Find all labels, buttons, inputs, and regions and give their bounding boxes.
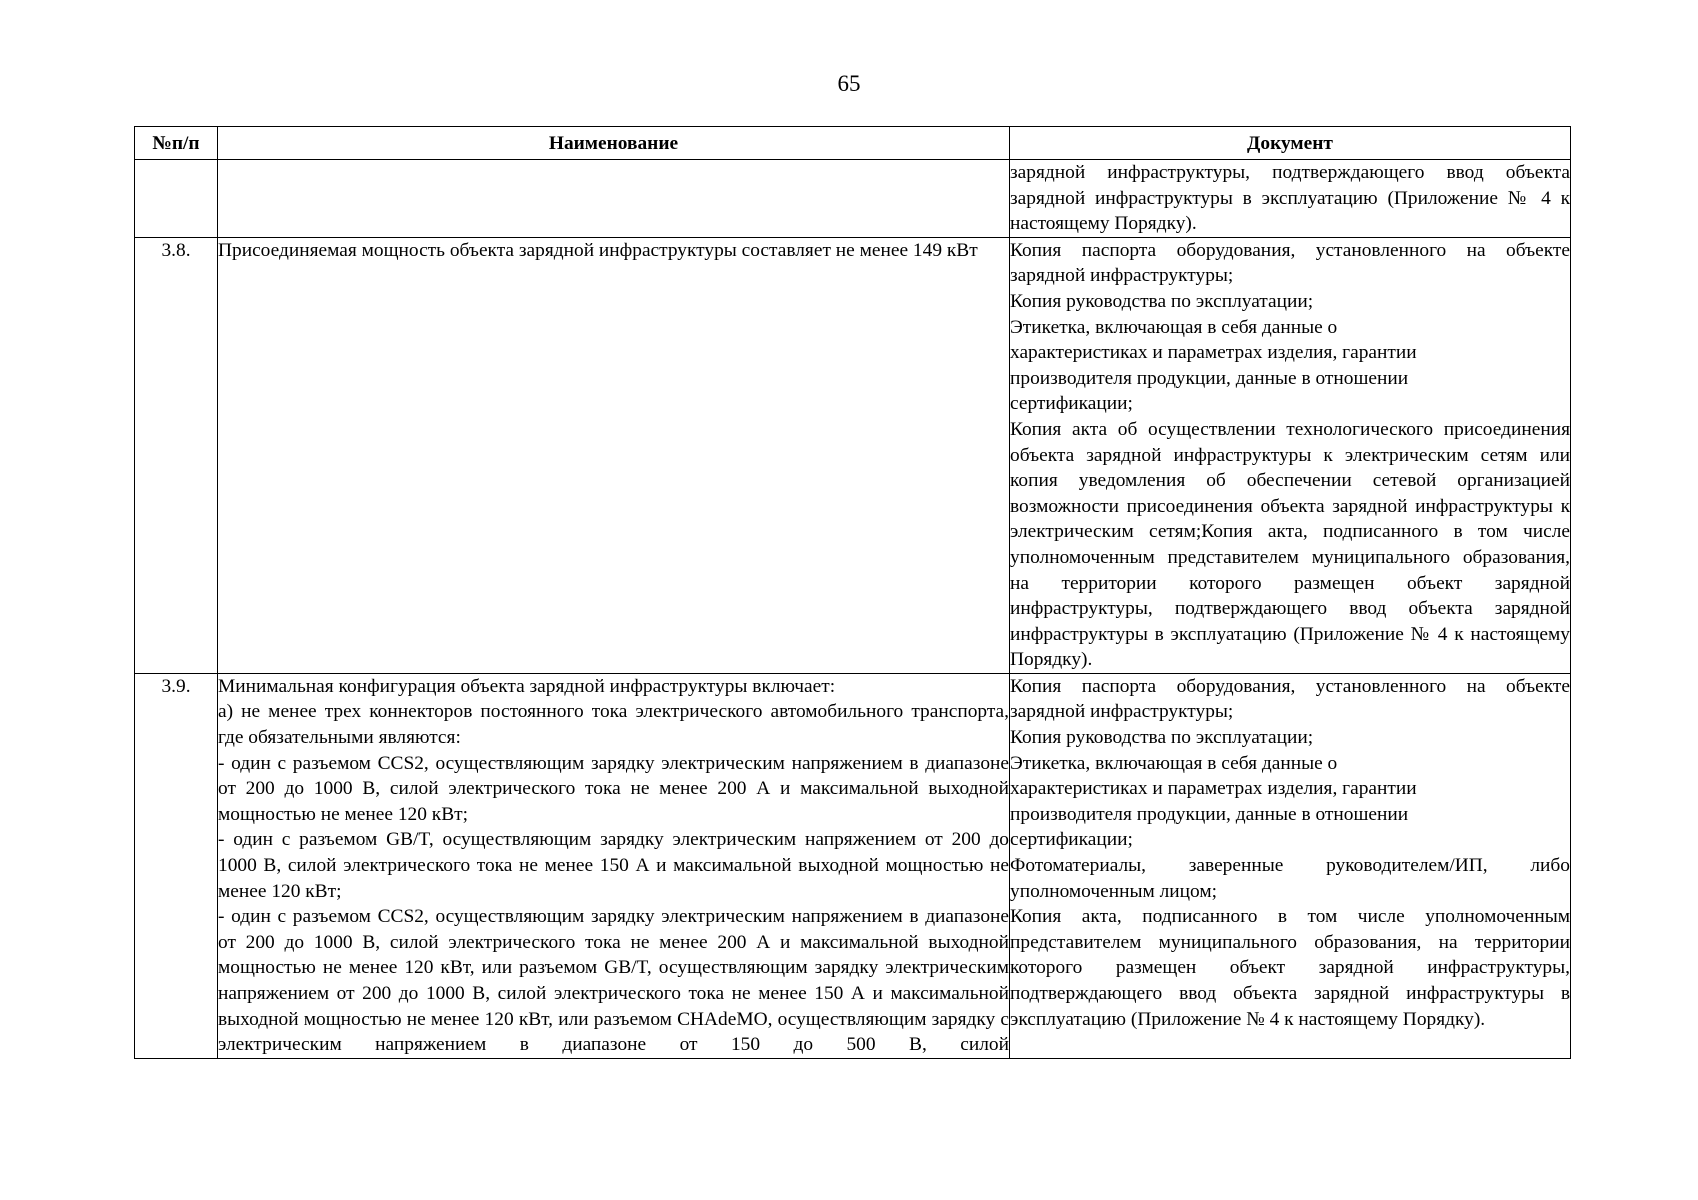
document-paragraph: Копия акта об осуществлении технологического присоединения объекта зарядной инфраструктуры к электрическим сетям или копия уведомления об обеспечении сетевой организацией возможности присоединения объекта зарядной инфраструктуры к электрическим сетям;Копия акта, подписанного в том числе уполномоченным представителем муниципального образования, на территории которого размещен объект зарядной инфраструктуры, подтверждающего ввод объекта зарядной инфраструктуры в эксплуатацию (Приложение № 4 к настоящему Порядку). <box>1010 418 1570 671</box>
document-paragraph: сертификации; <box>1010 393 1133 415</box>
document-paragraph: Этикетка, включающая в себя данные о <box>1010 316 1338 338</box>
document-table <box>134 126 1571 1059</box>
row-name <box>218 673 1010 1058</box>
row-document <box>1010 673 1571 1058</box>
row-name <box>218 237 1010 673</box>
document-paragraph: Копия руководства по эксплуатации; <box>1010 727 1314 749</box>
document-paragraph: характеристиках и параметрах изделия, гарантии <box>1010 778 1417 800</box>
table-row <box>135 160 1571 238</box>
row-number <box>135 160 218 238</box>
document-paragraph: Копия акта, подписанного в том числе уполномоченным представителем муниципального образования, на территории которого размещен объект зарядной инфраструктуры, подтверждающего ввод объекта зарядной инфраструктуры в эксплуатацию (Приложение № 4 к настоящему Порядку). <box>1010 906 1570 1030</box>
row-document <box>1010 160 1571 238</box>
header-number: №п/п <box>135 127 218 160</box>
table-header-row <box>135 127 1571 160</box>
name-paragraph: а) не менее трех коннекторов постоянного тока электрического автомобильного транспорта, где обязательными являются: <box>218 701 1009 749</box>
document-paragraph: Копия руководства по эксплуатации; <box>1010 290 1314 312</box>
table-row <box>135 673 1571 1058</box>
document-paragraph: характеристиках и параметрах изделия, гарантии <box>1010 342 1417 364</box>
header-name: Наименование <box>218 127 1010 160</box>
name-paragraph: - один с разъемом CCS2, осуществляющим зарядку электрическим напряжением в диапазоне от 200 до 1000 В, силой электрического тока не менее 200 А и максимальной выходной мощностью не менее 120 кВт; <box>218 752 1009 825</box>
page-number: 65 <box>837 71 861 96</box>
document-paragraph: Этикетка, включающая в себя данные о <box>1010 752 1338 774</box>
header-document: Документ <box>1010 127 1571 160</box>
document-paragraph: производителя продукции, данные в отношении <box>1010 803 1409 825</box>
document-paragraph: производителя продукции, данные в отношении <box>1010 367 1409 389</box>
document-paragraph: Фотоматериалы, заверенные руководителем/ИП, либо уполномоченным лицом; <box>1010 855 1570 902</box>
document-paragraph: зарядной инфраструктуры, подтверждающего ввод объекта зарядной инфраструктуры в эксплуатацию (Приложение № 4 к настоящему Порядку). <box>1010 162 1570 235</box>
document-paragraph: Копия паспорта оборудования, установленного на объекте зарядной инфраструктуры; <box>1010 675 1570 723</box>
document-paragraph: Копия паспорта оборудования, установленного на объекте зарядной инфраструктуры; <box>1010 239 1570 287</box>
row-number: 3.8. <box>135 237 218 673</box>
name-paragraph: Минимальная конфигурация объекта зарядной инфраструктуры включает: <box>218 675 836 697</box>
name-paragraph: - один с разъемом CCS2, осуществляющим зарядку электрическим напряжением в диапазоне от 200 до 1000 В, силой электрического тока не менее 200 А и максимальной выходной мощностью не менее 120 кВт, или разъемом GB/T, осуществляющим зарядку электрическим напряжением от 200 до 1000 В, силой электрического тока не менее 150 А и максимальной выходной мощностью не менее 120 кВт, или разъемом CHAdeMO, осуществляющим зарядку с электрическим напряжением в диапазоне от 150 до 500 В, силой <box>218 906 1009 1056</box>
name-paragraph: Присоединяемая мощность объекта зарядной инфраструктуры составляет не менее 149 кВт <box>218 239 978 261</box>
name-paragraph: - один с разъемом GB/T, осуществляющим зарядку электрическим напряжением от 200 до 1000 В, силой электрического тока не менее 150 А и максимальной выходной мощностью не менее 120 кВт; <box>218 829 1009 902</box>
document-paragraph: сертификации; <box>1010 829 1133 851</box>
row-document <box>1010 237 1571 673</box>
table-row <box>135 237 1571 673</box>
row-name <box>218 160 1010 238</box>
row-number: 3.9. <box>135 673 218 1058</box>
